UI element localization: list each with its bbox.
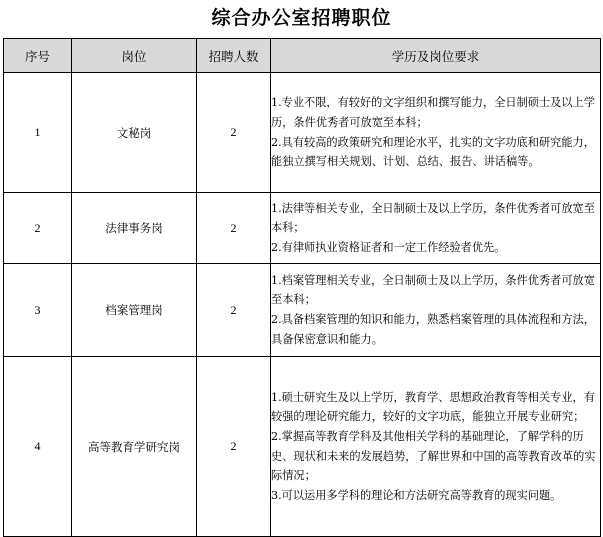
requirement-item: 2.掌握高等教育学科及其他相关学科的基础理论，了解学科的历史、现状和未来的发展趋势，了解世界和中国的高等教育改革的实际情况； <box>271 429 596 483</box>
header-no: 序号 <box>4 39 72 73</box>
row-no: 1 <box>4 73 72 193</box>
row-position: 高等教育学研究岗 <box>72 357 197 537</box>
table-row <box>4 264 601 357</box>
recruitment-table <box>3 38 601 537</box>
row-requirements <box>271 193 601 264</box>
table-row <box>4 193 601 264</box>
row-requirements <box>271 357 601 537</box>
row-no: 4 <box>4 357 72 537</box>
requirement-item: 3.可以运用多学科的理论和方法研究高等教育的现实问题。 <box>271 488 562 502</box>
row-count: 2 <box>197 73 271 193</box>
row-no: 2 <box>4 193 72 264</box>
requirement-item: 1.专业不限，有较好的文字组织和撰写能力，全日制硕士及以上学历，条件优秀者可放宽至本科； <box>271 96 595 129</box>
requirement-item: 2.有律师执业资格证者和一定工作经验者优先。 <box>271 240 506 254</box>
row-no: 3 <box>4 264 72 357</box>
requirement-item: 2.具有较高的政策研究和理论水平，扎实的文字功底和研究能力，能独立撰写相关规划、计划、总结、报告、讲话稿等。 <box>271 135 595 169</box>
requirement-item: 1.硕士研究生及以上学历，教育学、思想政治教育等相关专业，有较强的理论研究能力，较好的文字功底，能独立开展专业研究； <box>271 390 595 424</box>
row-requirements <box>271 264 601 357</box>
requirement-item: 1.法律等相关专业，全日制硕士及以上学历，条件优秀者可放宽至本科； <box>271 201 595 235</box>
header-requirements: 学历及岗位要求 <box>271 39 601 73</box>
row-count: 2 <box>197 357 271 537</box>
row-position: 法律事务岗 <box>72 193 197 264</box>
header-count: 招聘人数 <box>197 39 271 73</box>
table-row <box>4 357 601 537</box>
requirement-item: 1.档案管理相关专业，全日制硕士及以上学历，条件优秀者可放宽至本科； <box>271 273 595 307</box>
row-position: 档案管理岗 <box>72 264 197 357</box>
row-count: 2 <box>197 193 271 264</box>
table-row <box>4 73 601 193</box>
requirement-item: 2.具备档案管理的知识和能力，熟悉档案管理的具体流程和方法，具备保密意识和能力。 <box>271 313 595 346</box>
header-position: 岗位 <box>72 39 197 73</box>
header-row <box>4 39 601 73</box>
row-count: 2 <box>197 264 271 357</box>
row-requirements <box>271 73 601 193</box>
row-position: 文秘岗 <box>72 73 197 193</box>
page-title: 综合办公室招聘职位 <box>211 7 392 29</box>
